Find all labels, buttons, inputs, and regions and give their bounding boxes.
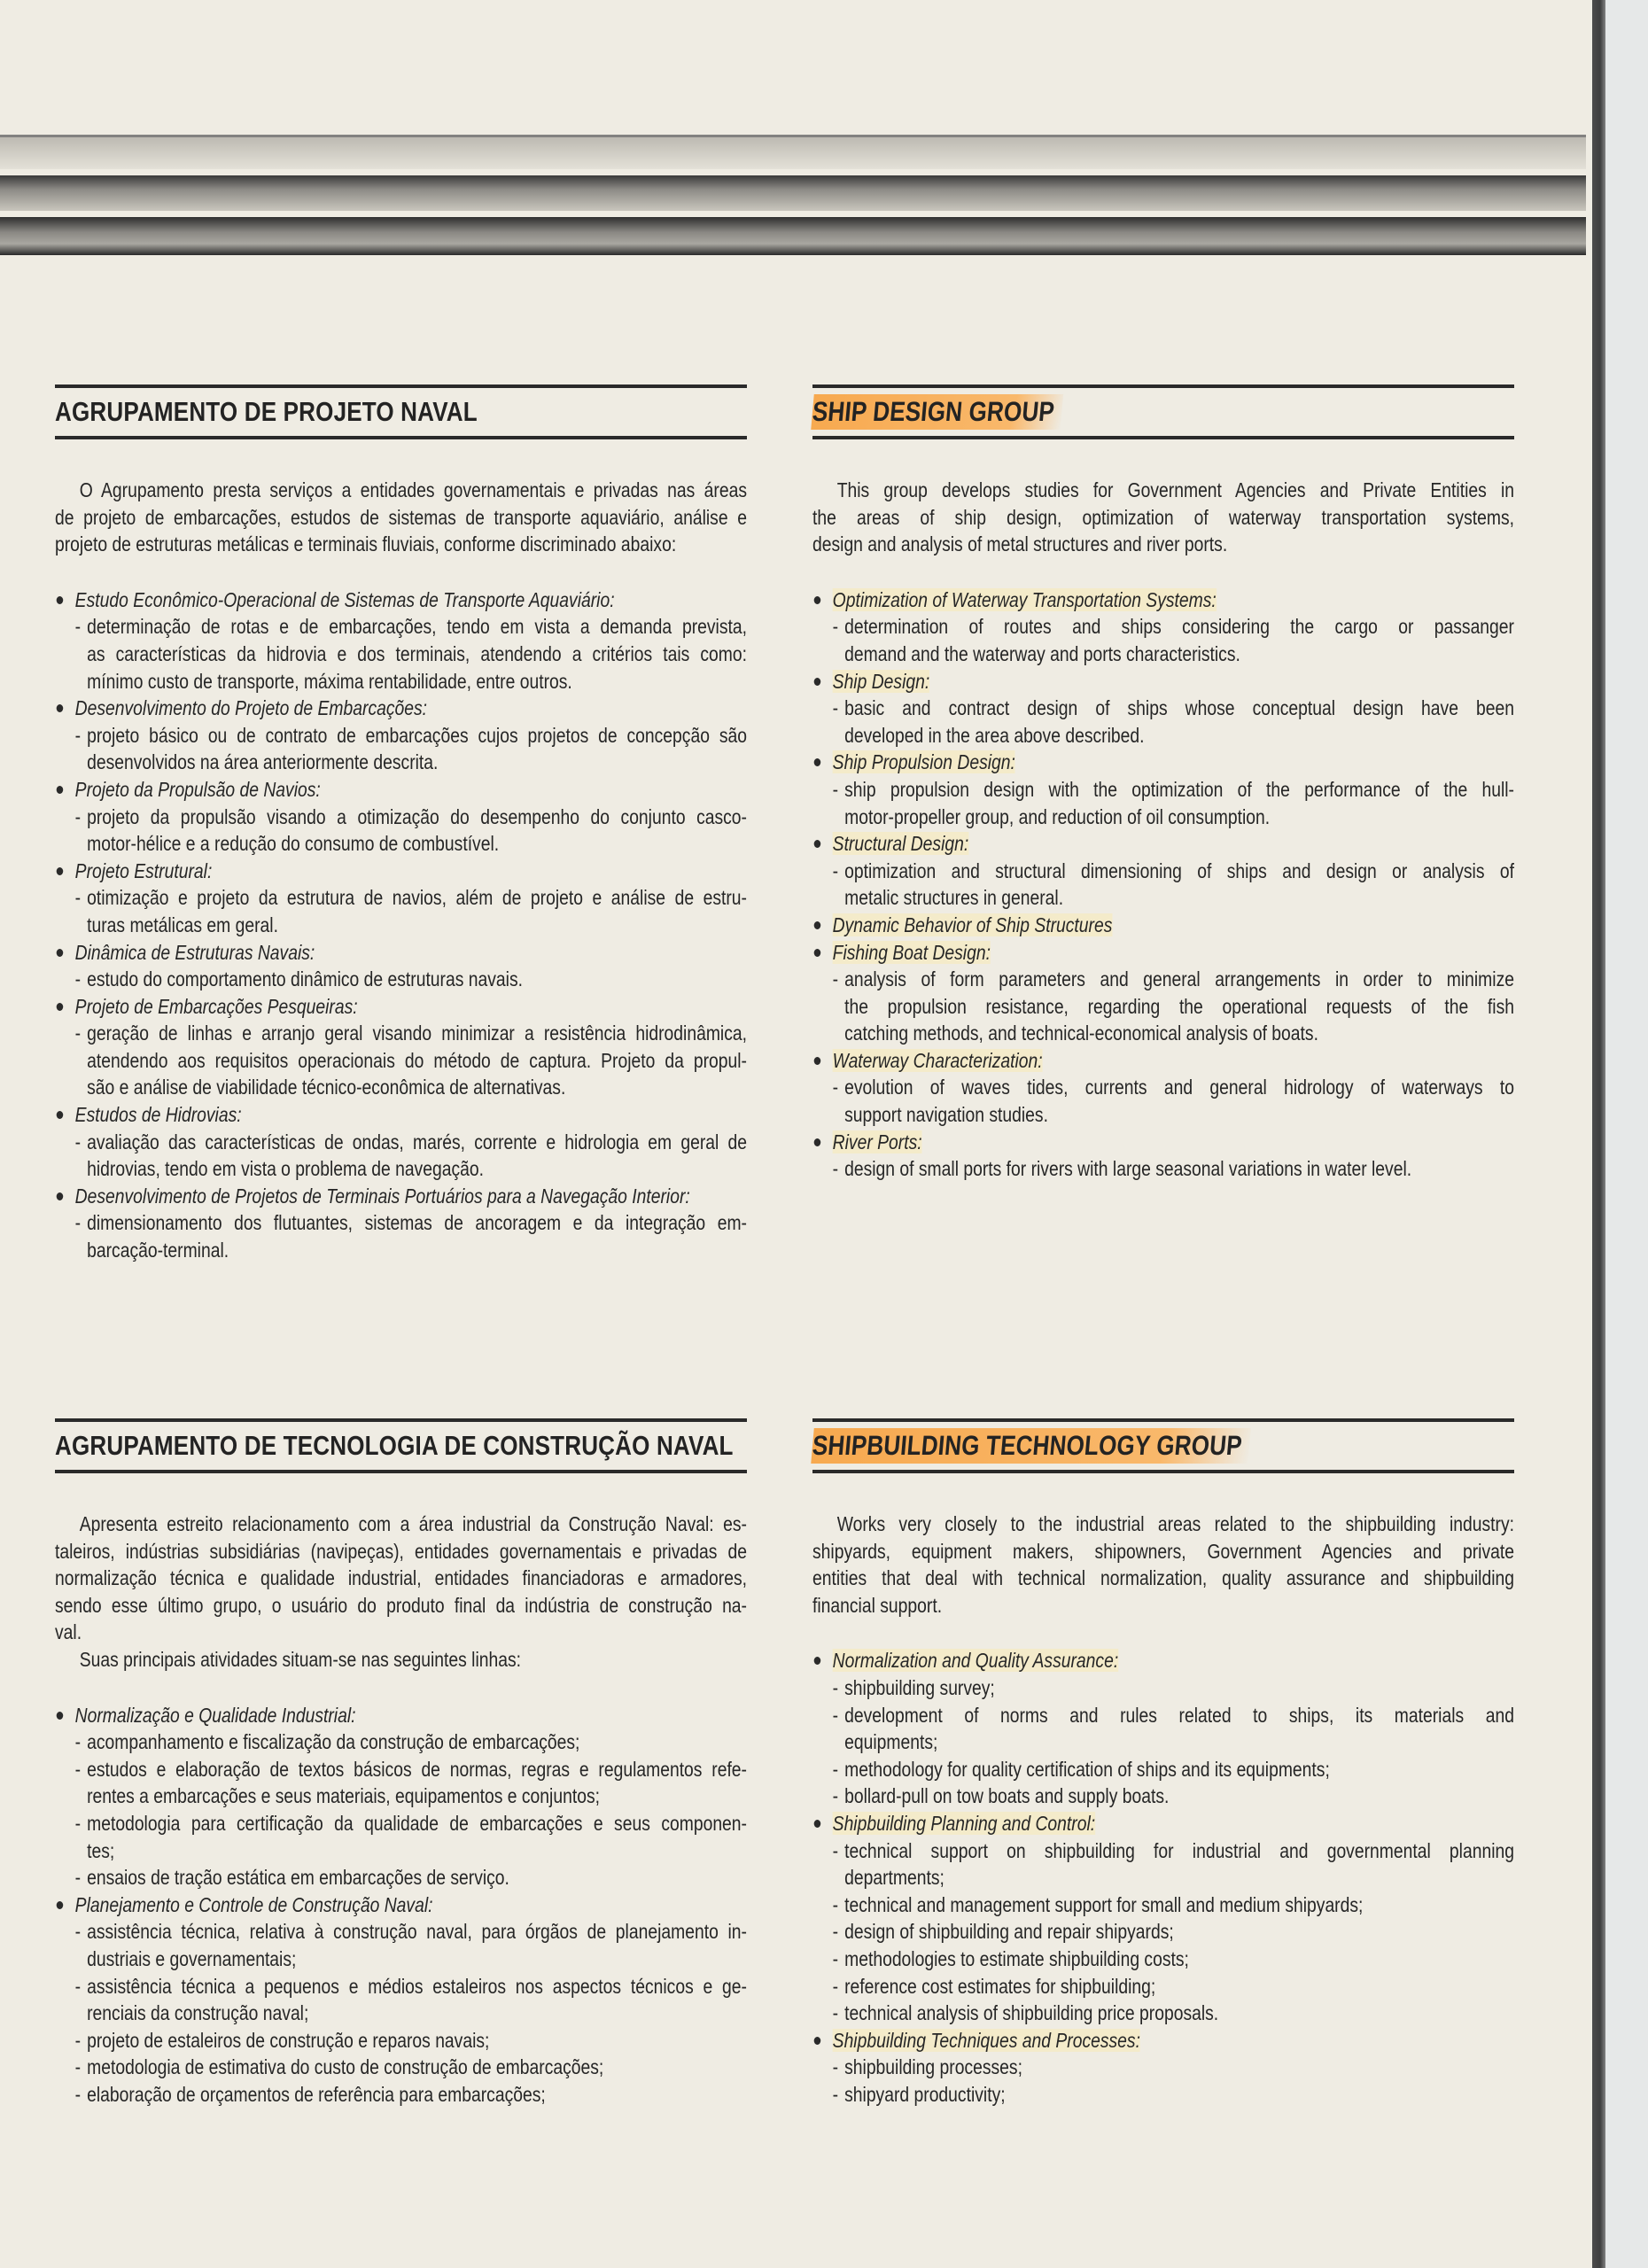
detail-line: projeto da propulsão visando a otimização do desempenho do conjunto casco- [87,804,747,828]
activity-title-text: Waterway Characterization: [832,1048,1043,1072]
detail-line: development of norms and rules related to ships, its materials and [844,1703,1514,1727]
activity-title-text: Normalização e Qualidade Industrial: [74,1703,356,1727]
activity-title [55,1702,747,1729]
activity-detail [55,1973,747,2027]
activity-title [55,1101,747,1129]
detail-line: metalic structures in general. [844,886,1064,910]
detail-line: ensaios de tração estática em embarcações de serviço. [87,1866,509,1890]
activity-detail [55,1918,747,1972]
detail-line: projeto de estaleiros de construção e reparos navais; [87,2028,490,2052]
activity-title [55,776,747,804]
activity-detail [812,1674,1514,1702]
intro-line: financial support. [812,1593,943,1617]
section-bottom-rule [812,1470,1514,1473]
activity-title-text: Shipbuilding Techniques and Processes: [832,2028,1140,2052]
detail-line: motor-propeller group, and reduction of oil consumption. [844,804,1271,828]
detail-line: support navigation studies. [844,1103,1048,1127]
intro-line: Apresenta estreito relacionamento com a área industrial da Construção Naval: es- [79,1512,747,1535]
detail-line: estudo do comportamento dinâmico de estruturas navais. [87,967,523,991]
dash-marker: - [74,615,82,639]
section-bottom-rule [55,1470,747,1473]
detail-line: design of small ports for rivers with large seasonal variations in water level. [844,1157,1412,1181]
activity-detail [55,1728,747,1756]
activity-list [812,586,1514,1183]
activity-title-text: Dynamic Behavior of Ship Structures [832,913,1113,936]
activity-detail [812,613,1514,667]
activity-title-text: Projeto Estrutural: [74,858,213,882]
activity-list [55,1702,747,2109]
detail-line: barcação-terminal. [87,1239,229,1262]
section-content [812,388,1514,436]
activity-title [55,858,747,885]
activity-detail [812,695,1514,749]
detail-line: bollard-pull on tow boats and supply boats. [844,1784,1170,1808]
intro-line: design and analysis of metal structures and river ports. [812,532,1228,556]
detail-line: determination of routes and ships considering the cargo or passanger [844,615,1514,639]
dash-marker: - [832,1784,839,1808]
intro-paragraph [55,477,747,558]
intro-line: normalização técnica e qualidade industrial, entidades financiadoras e armadores, [55,1566,747,1590]
section-title: SHIP DESIGN GROUP [811,394,1063,430]
scan-band-light [0,137,1586,169]
section-title: SHIPBUILDING TECHNOLOGY GROUP [811,1428,1251,1464]
activity-title-text: Estudo Econômico-Operacional de Sistemas de Transporte Aquaviário: [74,587,615,611]
detail-line: technical support on shipbuilding for industrial and governmental planning [844,1838,1514,1862]
dash-marker: - [832,1157,839,1181]
section-bottom-rule [812,436,1514,439]
detail-line: otimização e projeto da estrutura de navios, além de projeto e análise de estru- [87,886,747,910]
activity-title-text: Shipbuilding Planning and Control: [832,1811,1096,1835]
detail-line: acompanhamento e fiscalização da construção de embarcações; [87,1730,580,1754]
detail-line: estudos e elaboração de textos básicos de normas, regras e regulamentos refe- [87,1757,747,1781]
detail-line: metodologia de estimativa do custo de construção de embarcações; [87,2055,604,2079]
activity-detail [55,1864,747,1891]
detail-line: analysis of form parameters and general arrangements in order to minimize [844,967,1514,991]
dash-marker: - [74,1730,82,1754]
intro-line: entities that deal with technical normalization, quality assurance and shipbuilding [812,1566,1514,1590]
intro-line: de projeto de embarcações, estudos de sistemas de transporte aquaviário, análise e [55,505,747,529]
dash-marker: - [74,1920,82,1944]
dash-marker: - [74,1974,82,1998]
dash-marker: - [832,1920,839,1944]
activity-detail [812,966,1514,1047]
section-heading [812,1422,1514,1470]
dash-marker: - [832,615,839,639]
activity-detail [55,884,747,938]
detail-line: assistência técnica, relativa à construção naval, para órgãos de planejamento in- [87,1920,747,1944]
dash-marker: - [74,2082,82,2106]
detail-line: geração de linhas e arranjo geral visando minimizar a resistência hidrodinâmica, [87,1021,747,1045]
activity-title-text: Fishing Boat Design: [832,940,991,964]
detail-line: metodologia para certificação da qualidade de embarcações e seus componen- [87,1811,747,1835]
detail-line: turas metálicas em geral. [87,913,278,936]
page-edge-shadow [1592,0,1605,2268]
activity-list [812,1647,1514,2108]
dash-marker: - [832,858,839,882]
detail-line: demand and the waterway and ports characteristics. [844,641,1240,665]
section-body [55,477,747,1264]
dash-marker: - [74,2028,82,2052]
section-heading [812,388,1514,436]
dash-marker: - [832,696,839,720]
section-ship-design-group [812,384,1514,1183]
activity-title-text: Optimization of Waterway Transportation Systems: [832,587,1217,611]
detail-line: renciais da construção naval; [87,2001,309,2025]
intro-line: Suas principais atividades situam-se nas seguintes linhas: [79,1647,522,1671]
activity-detail [812,1891,1514,1919]
activity-detail [812,858,1514,912]
activity-title [812,939,1514,967]
dash-marker: - [832,1076,839,1099]
dash-marker: - [74,1757,82,1781]
activity-detail [812,1918,1514,1946]
activity-title [55,993,747,1021]
dash-marker: - [832,1675,839,1699]
activity-title [55,586,747,614]
activity-title-text: Estudos de Hidrovias: [74,1103,242,1127]
activity-title [55,1183,747,1210]
activity-title [812,1810,1514,1837]
section-tecnologia-construcao-naval [55,1418,747,2108]
activity-title [812,2027,1514,2054]
activity-detail [812,776,1514,830]
dash-marker: - [74,1211,82,1235]
intro-line: val. [55,1620,82,1644]
activity-detail [55,722,747,776]
intro-line: projeto de estruturas metálicas e terminais fluviais, conforme discriminado abaixo: [55,532,677,556]
detail-line: determinação de rotas e de embarcações, tendo em vista a demanda prevista, [87,615,747,639]
activity-title-text: Normalization and Quality Assurance: [832,1649,1119,1673]
section-body [812,477,1514,1183]
activity-detail [55,2081,747,2109]
intro-line: Works very closely to the industrial areas related to the shipbuilding industry: [836,1512,1514,1535]
activity-title-text: Planejamento e Controle de Construção Naval: [74,1892,433,1916]
detail-line: developed in the area above described. [844,723,1145,747]
activity-title [812,1047,1514,1075]
activity-detail [812,1702,1514,1756]
dash-marker: - [74,723,82,747]
detail-line: dustriais e governamentais; [87,1946,297,1970]
activity-title-text: Desenvolvimento de Projetos de Terminais Portuários para a Navegação Interior: [74,1184,690,1208]
detail-line: avaliação das características de ondas, marés, corrente e hidrologia em geral de [87,1130,747,1153]
activity-title-text: Projeto de Embarcações Pesqueiras: [74,994,358,1018]
detail-line: reference cost estimates for shipbuilding; [844,1974,1156,1998]
activity-detail [55,804,747,858]
section-bottom-rule [55,436,747,439]
detail-line: dimensionamento dos flutuantes, sistemas de ancoragem e da integração em- [87,1211,747,1235]
dash-marker: - [74,1811,82,1835]
section-body [55,1511,747,2108]
dash-marker: - [832,2082,839,2106]
activity-title [55,695,747,722]
intro-paragraph [55,1511,747,1646]
dash-marker: - [74,967,82,991]
detail-line: hidrovias, tendo em vista o problema de navegação. [87,1157,484,1181]
activity-detail [812,2000,1514,2027]
activity-title-text: Ship Propulsion Design: [832,750,1015,774]
activity-detail [812,1074,1514,1128]
section-heading [55,1422,747,1470]
scan-band-mid [0,175,1586,211]
dash-marker: - [832,1838,839,1862]
activity-title [812,830,1514,858]
detail-line: design of shipbuilding and repair shipyards; [844,1920,1174,1944]
detail-line: basic and contract design of ships whose conceptual design have been [844,696,1514,720]
intro-line: shipyards, equipment makers, shipowners, Government Agencies and private [812,1539,1514,1563]
dash-marker: - [74,804,82,828]
dash-marker: - [832,2055,839,2079]
section-heading [55,388,747,436]
intro-paragraph [812,477,1514,558]
intro-line: O Agrupamento presta serviços a entidades governamentais e privadas nas áreas [79,478,747,501]
activity-title [55,939,747,967]
section-title: AGRUPAMENTO DE PROJETO NAVAL [55,396,478,427]
detail-line: motor-hélice e a redução do consumo de combustível. [87,832,500,856]
detail-line: ship propulsion design with the optimization of the performance of the hull- [844,777,1514,801]
detail-line: methodology for quality certification of ships and its equipments; [844,1757,1330,1781]
activity-title [812,668,1514,695]
detail-line: technical analysis of shipbuilding price proposals. [844,2001,1219,2025]
detail-line: catching methods, and technical-economical analysis of boats. [844,1021,1318,1045]
detail-line: the propulsion resistance, regarding the operational requests of the fish [844,994,1514,1018]
dash-marker: - [832,1946,839,1970]
detail-line: tes; [87,1838,115,1862]
detail-line: são e análise de viabilidade técnico-econômica de alternativas. [87,1076,566,1099]
section-content [55,1422,747,1470]
detail-line: departments; [844,1866,944,1890]
activity-title [812,912,1514,939]
dash-marker: - [832,2001,839,2025]
detail-line: equipments; [844,1730,938,1754]
dash-marker: - [832,1757,839,1781]
activity-title-text: Structural Design: [832,832,969,856]
activity-detail [55,2054,747,2081]
detail-line: shipyard productivity; [844,2082,1006,2106]
detail-line: rentes a embarcações e seus materiais, equipamentos e conjuntos; [87,1784,600,1808]
dash-marker: - [74,1866,82,1890]
detail-line: elaboração de orçamentos de referência para embarcações; [87,2082,546,2106]
detail-line: assistência técnica a pequenos e médios estaleiros nos aspectos técnicos e ge- [87,1974,747,1998]
activity-detail [812,1155,1514,1183]
activity-title [55,1891,747,1919]
scan-band-dark [0,217,1586,255]
activity-title [812,1129,1514,1156]
detail-line: projeto básico ou de contrato de embarcações cujos projetos de concepção são [87,723,747,747]
section-content [55,388,747,436]
intro-line: sendo esse último grupo, o usuário do produto final da indústria de construção na- [55,1593,747,1617]
activity-detail [812,1946,1514,1973]
activity-detail [55,1756,747,1810]
dash-marker: - [74,1130,82,1153]
dash-marker: - [74,1021,82,1045]
activity-detail [812,1756,1514,1783]
section-projeto-naval [55,384,747,1264]
activity-detail [55,613,747,695]
intro-line: This group develops studies for Government Agencies and Private Entities in [836,478,1514,501]
dash-marker: - [832,967,839,991]
activity-detail [812,1837,1514,1891]
dash-marker: - [832,1974,839,1998]
section-shipbuilding-technology-group [812,1418,1514,2108]
intro-line: the areas of ship design, optimization of waterway transportation systems, [812,505,1514,529]
intro-line: taleiros, indústrias subsidiárias (navipeças), entidades governamentais e privadas de [55,1539,747,1563]
activity-title-text: River Ports: [832,1130,922,1153]
section-content [812,1422,1514,1470]
detail-line: mínimo custo de transporte, máxima rentabilidade, entre outros. [87,669,572,693]
dash-marker: - [832,777,839,801]
activity-detail [812,1783,1514,1810]
dash-marker: - [832,1703,839,1727]
activity-list [55,586,747,1264]
activity-detail [812,2081,1514,2109]
dash-marker: - [74,886,82,910]
activity-detail [55,1129,747,1183]
detail-line: shipbuilding survey; [844,1675,995,1699]
activity-title [812,586,1514,614]
intro-paragraph [812,1511,1514,1619]
detail-line: shipbuilding processes; [844,2055,1022,2079]
intro-paragraph [55,1646,747,1674]
detail-line: methodologies to estimate shipbuilding costs; [844,1946,1189,1970]
activity-detail [812,1973,1514,2000]
activity-detail [55,1810,747,1864]
activity-detail [55,2027,747,2054]
section-title: AGRUPAMENTO DE TECNOLOGIA DE CONSTRUÇÃO NAVAL [55,1430,734,1461]
detail-line: evolution of waves tides, currents and general hidrology of waterways to [844,1076,1514,1099]
dash-marker: - [74,2055,82,2079]
activity-title-text: Projeto da Propulsão de Navios: [74,777,321,801]
activity-detail [55,966,747,993]
activity-title [812,749,1514,776]
detail-line: as características da hidrovia e dos terminais, atendendo a critérios tais como: [87,641,747,665]
section-body [812,1511,1514,2108]
detail-line: desenvolvidos na área anteriormente descrita. [87,750,439,774]
activity-title [812,1647,1514,1674]
activity-detail [55,1020,747,1101]
dash-marker: - [832,1892,839,1916]
detail-line: technical and management support for small and medium shipyards; [844,1892,1364,1916]
activity-title-text: Dinâmica de Estruturas Navais: [74,940,315,964]
detail-line: optimization and structural dimensioning of ships and design or analysis of [844,858,1514,882]
activity-detail [812,2054,1514,2081]
activity-title-text: Ship Design: [832,669,930,693]
detail-line: atendendo aos requisitos operacionais do método de captura. Projeto da propul- [87,1048,747,1072]
activity-detail [55,1209,747,1263]
activity-title-text: Desenvolvimento do Projeto de Embarcações: [74,696,428,720]
